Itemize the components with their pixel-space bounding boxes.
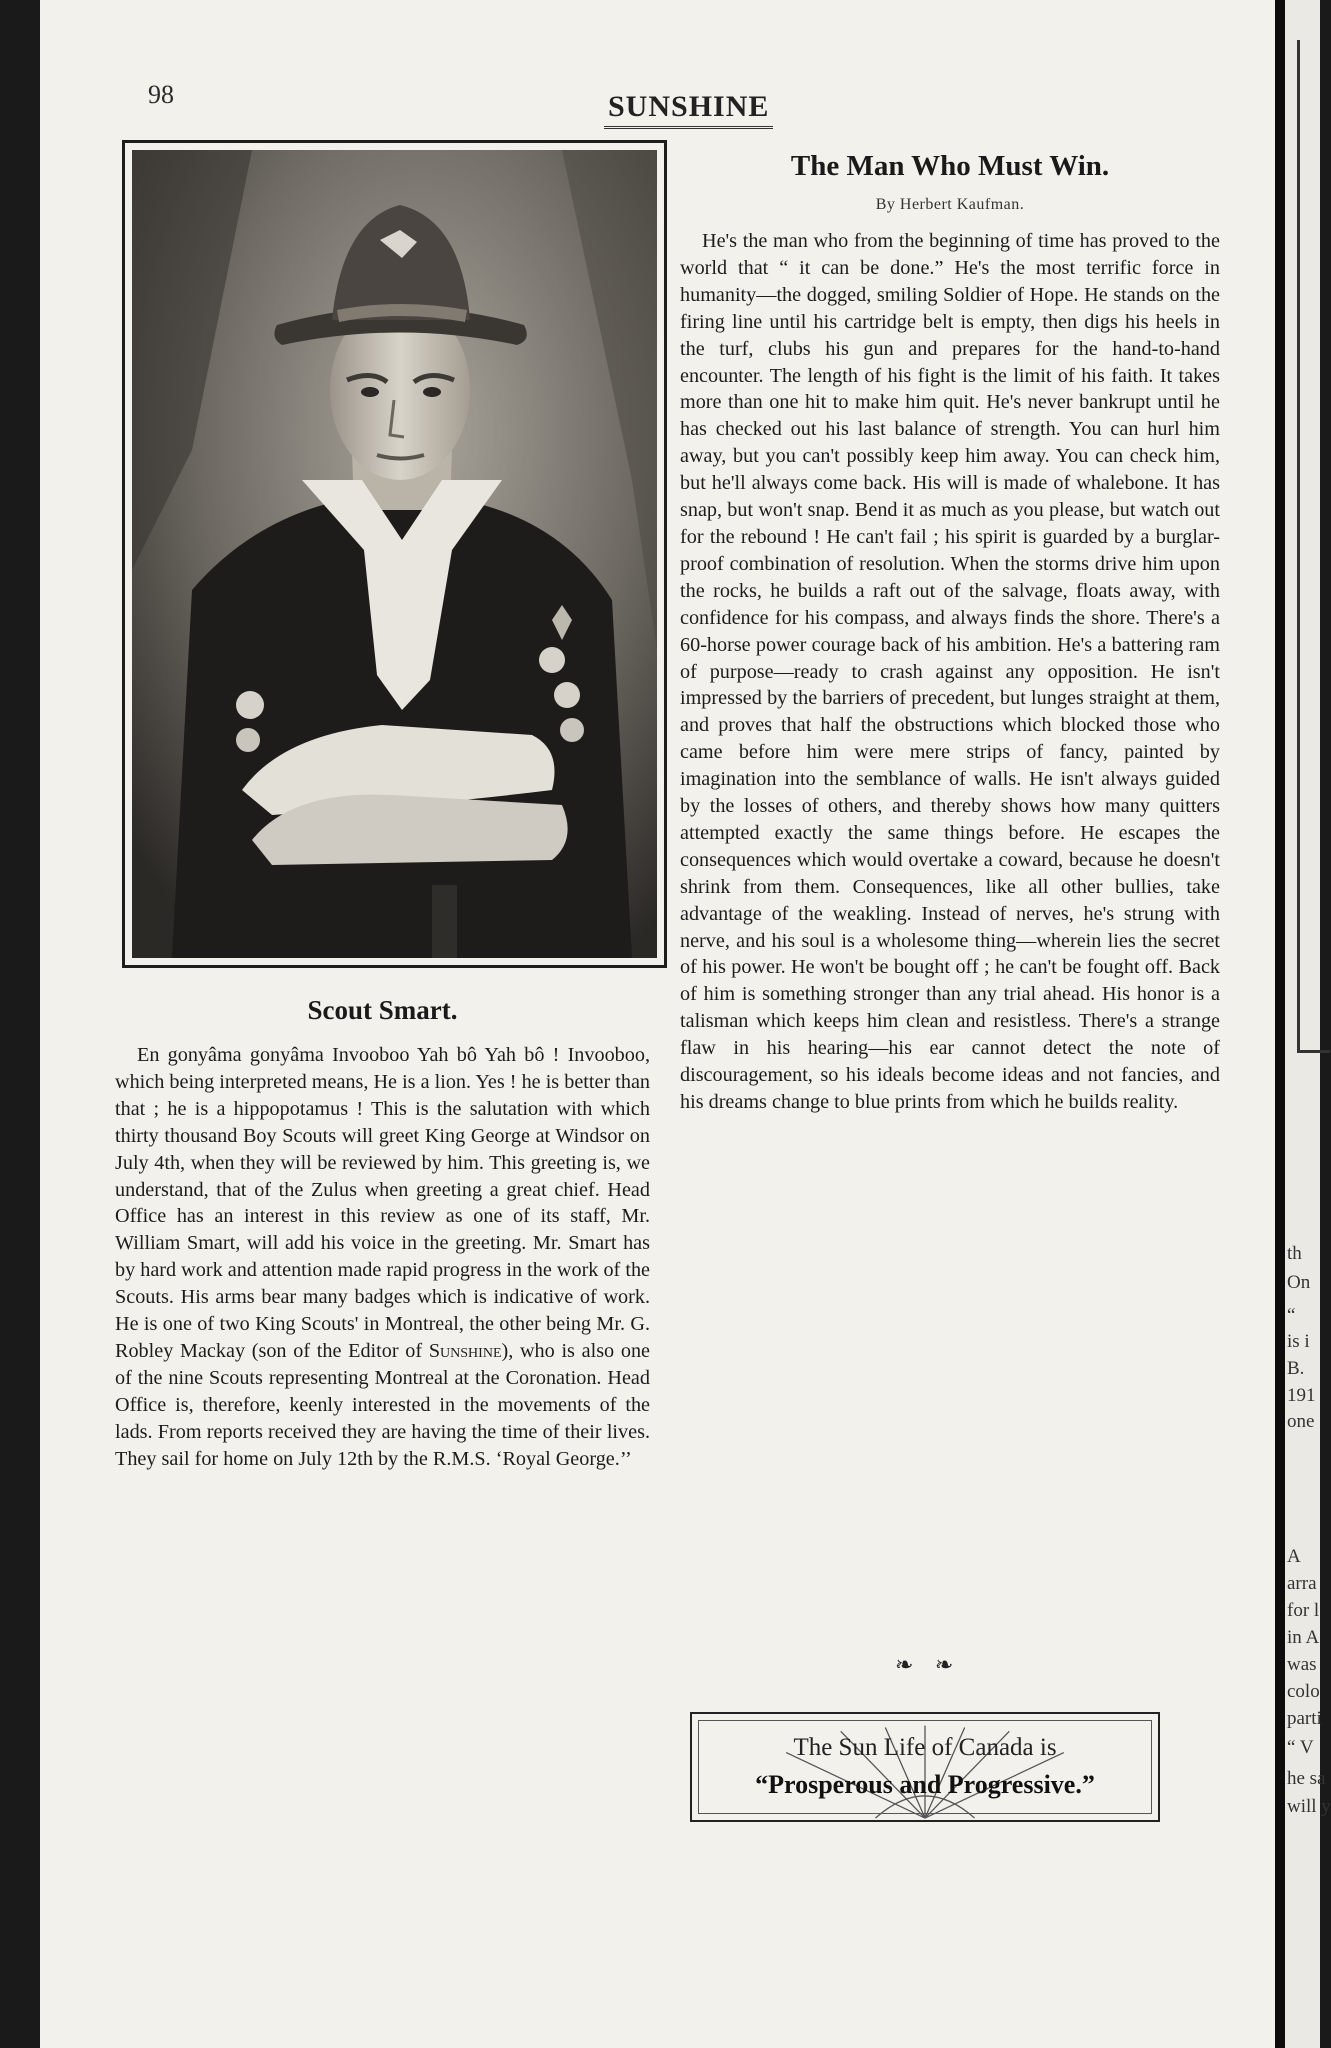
man-article-title: The Man Who Must Win. bbox=[790, 150, 1110, 182]
facing-text-fragment: arra bbox=[1287, 1573, 1317, 1594]
scout-body-end: ), who is also one of the nine Scouts representing Montreal at the Coronation. Head Office is, therefore, keenly interested in the movements of the lads. From reports received they are having the time of their lives. They sail for home on July 12th by the R.M.S. ‘Royal George.’’ bbox=[115, 1339, 651, 1470]
facing-text-fragment: colo bbox=[1287, 1681, 1320, 1702]
facing-text-fragment: one bbox=[1287, 1411, 1315, 1432]
facing-text-fragment: he sa bbox=[1287, 1768, 1326, 1789]
facing-text-fragment: will y bbox=[1287, 1796, 1331, 1817]
man-article-byline: By Herbert Kaufman. bbox=[875, 196, 1025, 213]
man-article-body: He's the man who from the beginning of time has proved to the world that “ it can be done.” He's the most terrific force in humanity—the dogged, smiling Soldier of Hope. He stands on the firing line until his cartridge belt is empty, then digs his heels in the turf, clubs his gun and prepares for the hand-to-hand encounter. The length of his fight is the limit of his faith. It takes more than one hit to make him quit. He's never bankrupt until he has checked out his last balance of strength. You can hurl him away, but you can't possibly keep him away. You can check him, but he'll always come back. His will is made of whalebone. It has snap, but won't snap. Bend it as much as you please, but watch out for the rebound ! He can't fail ; his spirit is guarded by a burglar-proof combination of resolution. When the storms drive him upon the rocks, he builds a raft out of the salvage, floats away, with confidence for his compass, and always finds the shore. There's a 60-horse power courage back of his ambition. He's a battering ram of purpose—ready to crash against any opposition. He isn't impressed by the barriers of precedent, but lunges straight at them, and proves that half the obstructions which blocked those who came before him were mere strips of fancy, painted by imagination into the semblance of walls. He isn't always guided by the losses of others, and thereby shows how many quitters attempted exactly the same things before. He escapes the consequences which would overtake a coward, because he doesn't shrink from them. Consequences, like all other bullies, take advantage of the weakling. Instead of nerves, he's strung with nerve, and his soul is a wholesome thing—wherein lies the secret of his power. He won't be bought off ; he can't be fought off. Back of him is something stronger than any trial ahead. His honor is a talisman which keeps him clean and resistless. There's a strange flaw in his hearing—his ear cannot detect the note of discouragement, so his ideals become ideas and not fancies, and his dreams change to blue prints from which he builds reality. bbox=[680, 230, 1220, 1113]
facing-text-fragment: “ V bbox=[1287, 1737, 1314, 1758]
scout-body-start: En gonyâma gonyâma Invooboo Yah bô Yah bô ! Invooboo, which being interpreted means, He is a lion. Yes ! he is better than that ; he is a hippopotamus ! This is the salutation with which thirty thousand Boy Scouts will greet King George at Windsor on July 4th, when they will be reviewed by him. This greeting is, we understand, that of the Zulus when greeting a great chief. Head Office has an interest in this review as one of its staff, Mr. William Smart, will add his voice in the greeting. Mr. Smart has by hard work and attention made rapid progress in the work of the Scouts. His arms bear many badges which is indicative of work. He is one of two King Scouts' in Montreal, the other being Mr. G. Robley Mackay (son of the Editor of bbox=[115, 1044, 650, 1362]
scout-article-body bbox=[115, 1042, 650, 1473]
scout-portrait-photo bbox=[132, 150, 657, 958]
facing-text-fragment: th bbox=[1287, 1243, 1302, 1264]
fleuron-ornament: ❧ ❧ bbox=[895, 1652, 962, 1677]
facing-text-fragment: was bbox=[1287, 1654, 1317, 1675]
facing-text-fragment: is i bbox=[1287, 1331, 1310, 1352]
facing-page-edge bbox=[1285, 0, 1331, 2048]
facing-text-fragment: 191 bbox=[1287, 1385, 1316, 1406]
masthead-logo: SUNSHINE bbox=[604, 90, 773, 129]
facing-text-fragment: for l bbox=[1287, 1600, 1320, 1621]
scout-article-title: Scout Smart. bbox=[307, 995, 458, 1025]
facing-text-fragment: A bbox=[1287, 1546, 1301, 1567]
sun-life-tagline-top: The Sun Life of Canada is bbox=[793, 1734, 1057, 1761]
facing-text-fragment: “ bbox=[1287, 1305, 1296, 1326]
facing-text-fragment: in A bbox=[1287, 1627, 1320, 1648]
page-number: 98 bbox=[148, 80, 174, 109]
sun-rays-emblem bbox=[692, 1714, 1158, 1820]
portrait-frame bbox=[122, 140, 667, 968]
sun-life-tagline-bottom: “Prosperous and Progressive.” bbox=[755, 1770, 1095, 1799]
facing-text-fragment: B. bbox=[1287, 1358, 1305, 1379]
sun-life-box bbox=[690, 1712, 1160, 1822]
facing-page-frame bbox=[1297, 40, 1330, 1053]
facing-text-fragment: parti bbox=[1287, 1708, 1322, 1729]
sunshine-small-caps: Sunshine bbox=[428, 1339, 502, 1362]
facing-text-fragment: On bbox=[1287, 1272, 1311, 1293]
